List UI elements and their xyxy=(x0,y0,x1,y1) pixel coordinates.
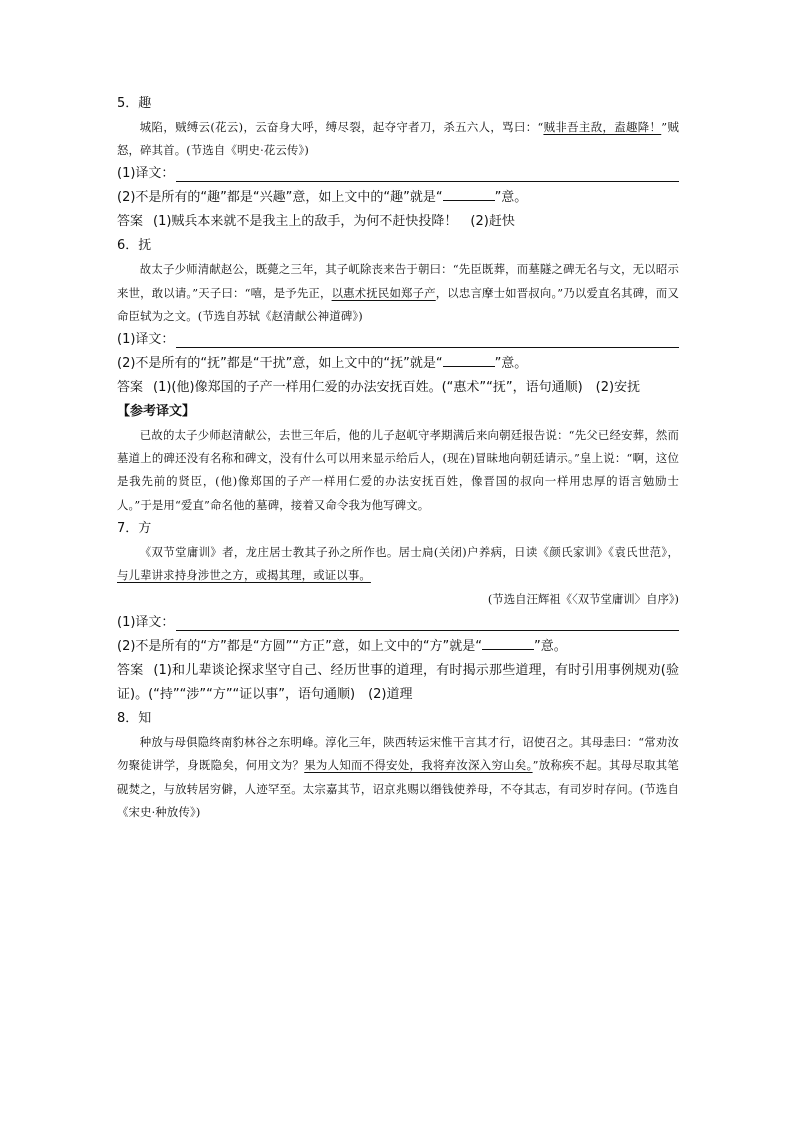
item-6-meaning-question xyxy=(117,352,679,376)
item-7-answer xyxy=(117,659,679,707)
item-8-heading: 8．知 xyxy=(117,711,152,727)
item-6-heading: 6．抚 xyxy=(117,238,152,254)
passage-text: 故太子少师清献赵公，既薨之三年，其子屼除丧来告于朝曰：“先臣既葬，而墓隧之碑无名与文，无以昭示来世，敢以请。”天子曰：“嘻，是予先正， xyxy=(117,262,679,300)
passage-text: ”放称疾不起。其母尽取其笔砚焚之，与放转居穷僻，人迹罕至。太宗嘉其节，诏京兆赐以缗钱使养母，不夺其志，有司岁时存问。(节选自《宋史·种放传》) xyxy=(117,758,679,819)
question-text: ”意。 xyxy=(494,190,528,206)
question-text: ”意。 xyxy=(534,639,567,655)
answer-blank[interactable] xyxy=(443,188,495,201)
passage-text: ”贼怒，碎其首。(节选自《明史·花云传》) xyxy=(117,120,679,158)
question-text: (2)不是所有的“趣”都是“兴趣”意，如上文中的“趣”就是“ xyxy=(117,190,443,206)
item-5-meaning-question xyxy=(117,186,679,210)
question-label: (1)译文： xyxy=(117,615,175,631)
question-label: (1)译文： xyxy=(117,166,175,182)
answer-text: (1)和儿辈谈论探求坚守自己、经历世事的道理，有时揭示那些道理，有时引用事例规劝(验证)。(“持”“涉”“方”“证以事”，语句通顺) (2)道理 xyxy=(117,663,679,703)
underlined-sentence: 果为人知而不得安处，我将弃汝深入穷山矣。 xyxy=(304,758,533,773)
answer-label: 答案 xyxy=(117,214,144,230)
item-8-passage xyxy=(117,731,679,824)
question-text: ”意。 xyxy=(494,356,528,372)
document-page xyxy=(117,92,679,824)
item-7-meaning-question xyxy=(117,635,679,659)
item-6-translation-question xyxy=(117,328,679,352)
item-5-translation-question xyxy=(117,162,679,186)
item-5-heading: 5．趣 xyxy=(117,96,152,111)
answer-line[interactable] xyxy=(176,167,679,182)
passage-text: 种放与母俱隐终南豹林谷之东明峰。淳化三年，陕西转运宋惟干言其才行，诏使召之。其母恚曰：“常劝汝勿聚徒讲学，身既隐矣，何用文为？ xyxy=(117,735,679,773)
item-7-translation-question xyxy=(117,611,679,635)
passage-text: 城陷，贼缚云(花云)，云奋身大呼，缚尽裂，起夺守者刀，杀五六人，骂曰：“ xyxy=(139,120,544,134)
answer-label: 答案 xyxy=(117,663,144,679)
item-6-passage xyxy=(117,258,679,328)
answer-blank[interactable] xyxy=(482,637,534,650)
item-7-source: (节选自汪辉祖《〈双节堂庸训〉自序》) xyxy=(487,592,679,607)
passage-text: ，以忠言摩士如晋叔向。”乃以爱直名其碑，而又命臣轼为之文。(节选自苏轼《赵清献公神道碑》) xyxy=(117,285,679,323)
answer-line[interactable] xyxy=(176,333,679,348)
reference-translation-text: 已故的太子少师赵清献公，去世三年后，他的儿子赵屼守孝期满后来向朝廷报告说：“先父已经安葬，然而墓道上的碑还没有名称和碑文，没有什么可以用来显示给后人，(现在)冒昧地向朝廷请示。”皇上说：“啊，这位是我先前的贤臣，(他)像郑国的子产一样用仁爱的办法安抚百姓，像晋国的叔向一样用忠厚的语言勉励士人。”于是用“爱直”命名他的墓碑，接着又命令我为他写碑文。 xyxy=(117,428,679,512)
underlined-sentence: 与儿辈讲求持身涉世之方，或揭其理，或证以事。 xyxy=(117,568,371,583)
answer-text: (1)(他)像郑国的子产一样用仁爱的办法安抚百姓。(“惠术”“抚”，语句通顺) (2)安抚 xyxy=(153,380,641,396)
item-5-passage xyxy=(117,116,679,162)
item-7-heading: 7．方 xyxy=(117,520,152,536)
answer-label: 答案 xyxy=(117,380,144,396)
answer-blank[interactable] xyxy=(443,354,495,367)
answer-text: (1)贼兵本来就不是我主上的敌手，为何不赶快投降！ (2)赶快 xyxy=(153,214,515,230)
reference-translation-heading: 【参考译文】 xyxy=(117,404,196,420)
question-text: (2)不是所有的“方”都是“方圆”“方正”意，如上文中的“方”就是“ xyxy=(117,639,483,655)
item-7-passage xyxy=(117,541,679,587)
item-6-answer xyxy=(117,376,679,400)
question-text: (2)不是所有的“抚”都是“干扰”意，如上文中的“抚”就是“ xyxy=(117,356,443,372)
underlined-sentence: 以惠术抚民如郑子产 xyxy=(331,285,436,300)
underlined-sentence: 贼非吾主敌，盍趣降！ xyxy=(543,120,662,134)
passage-text: 《双节堂庸训》者，龙庄居士教其子孙之所作也。居士扃(关闭)户养病，日读《颜氏家训》《袁氏世范》， xyxy=(139,544,679,559)
answer-line[interactable] xyxy=(176,616,679,631)
question-label: (1)译文： xyxy=(117,332,175,348)
item-5-answer xyxy=(117,210,679,234)
